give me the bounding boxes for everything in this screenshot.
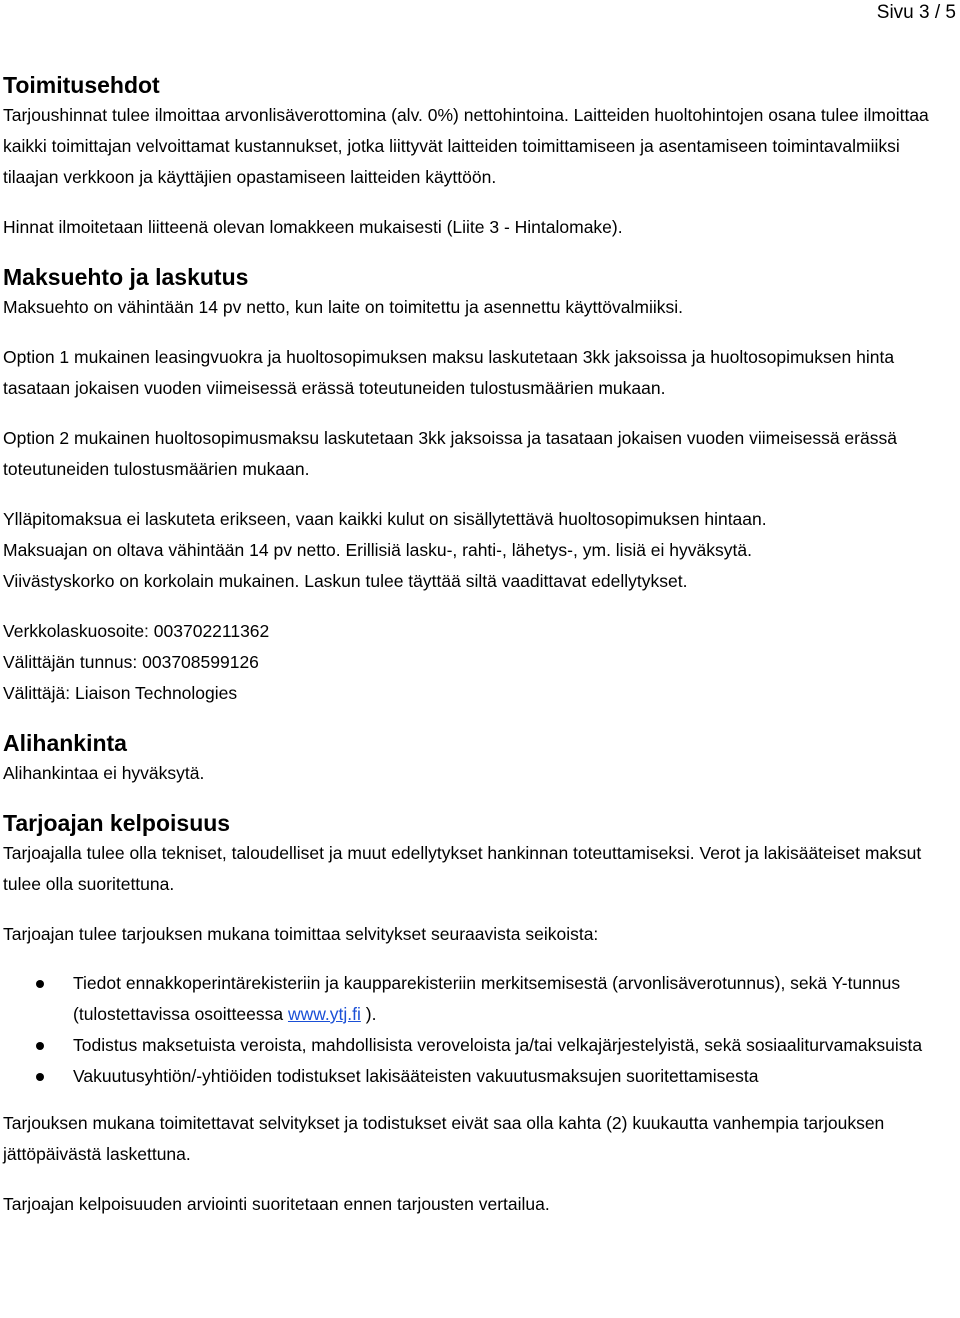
list-item-text: Tiedot ennakkoperintärekisteriin ja kaupparekisteriin merkitsemisestä (arvonlisäverotunnus), sekä Y-tunnus (tulostettavissa osoitteessa	[73, 973, 901, 1024]
heading-kelpoisuus: Tarjoajan kelpoisuus	[3, 810, 231, 836]
einvoice-address: Verkkolaskuosoite: 003702211362	[3, 621, 270, 641]
einvoice-operator: Välittäjä: Liaison Technologies	[3, 683, 238, 703]
paragraph-kelpoisuus-documents: Tarjoajan tulee tarjouksen mukana toimittaa selvitykset seuraavista seikoista:	[3, 924, 599, 944]
heading-toimitusehdot: Toimitusehdot	[3, 72, 160, 98]
section-alihankinta	[3, 728, 957, 789]
paragraph-toimitusehdot-pricing: Tarjoushinnat tulee ilmoittaa arvonlisäverottomina (alv. 0%) nettohintoina. Laitteiden huoltohintojen osana tulee ilmoittaa kaikki toimittajan velvoittamat kustannukset, jotka liittyvät laitteiden toimittamiseen ja asentamiseen toimintavalmiiksi tilaajan verkkoon ja käyttäjien opastamiseen laitteiden käyttöön.	[3, 105, 929, 187]
paragraph-option1: Option 1 mukainen leasingvuokra ja huoltosopimuksen maksu laskutetaan 3kk jaksoissa ja huoltosopimuksen hinta tasataan jokaisen vuoden viimeisessä erässä toteutuneiden tulostusmäärien mukaan.	[3, 347, 895, 398]
heading-maksuehto: Maksuehto ja laskutus	[3, 264, 249, 290]
list-item	[3, 1061, 957, 1092]
bullet-icon	[36, 980, 44, 988]
billing-rule-line: Viivästyskorko on korkolain mukainen. Laskun tulee täyttää siltä vaadittavat edellytykset.	[3, 571, 688, 591]
paragraph-option2: Option 2 mukainen huoltosopimusmaksu laskutetaan 3kk jaksoissa ja tasataan jokaisen vuoden viimeisessä erässä toteutuneiden tulostusmäärien mukaan.	[3, 428, 897, 479]
document-body	[3, 70, 957, 1220]
einvoice-details	[3, 616, 957, 709]
list-item-text-end: ).	[360, 1004, 377, 1024]
paragraph-alihankinta: Alihankintaa ei hyväksytä.	[3, 763, 205, 783]
paragraph-maksuehto-terms: Maksuehto on vähintään 14 pv netto, kun laite on toimitettu ja asennettu käyttövalmiiksi.	[3, 297, 683, 317]
section-kelpoisuus	[3, 808, 957, 1220]
paragraph-evaluation: Tarjoajan kelpoisuuden arviointi suoritetaan ennen tarjousten vertailua.	[3, 1194, 550, 1214]
bullet-icon	[36, 1042, 44, 1050]
section-toimitusehdot	[3, 70, 957, 243]
section-maksuehto	[3, 262, 957, 709]
list-item-text: Vakuutusyhtiön/-yhtiöiden todistukset lakisääteisten vakuutusmaksujen suoritettamisesta	[73, 1066, 759, 1086]
billing-rule-line: Maksuajan on oltava vähintään 14 pv netto. Erillisiä lasku-, rahti-, lähetys-, ym. lisiä ei hyväksytä.	[3, 540, 752, 560]
paragraph-toimitusehdot-form: Hinnat ilmoitetaan liitteenä olevan lomakkeen mukaisesti (Liite 3 - Hintalomake).	[3, 217, 623, 237]
paragraph-kelpoisuus-requirements: Tarjoajalla tulee olla tekniset, taloudelliset ja muut edellytykset hankinnan toteuttamiseksi. Verot ja lakisääteiset maksut tulee olla suoritettuna.	[3, 843, 922, 894]
requirements-list	[3, 968, 957, 1092]
list-item	[3, 968, 957, 1030]
heading-alihankinta: Alihankinta	[3, 730, 127, 756]
list-item-text: Todistus maksetuista veroista, mahdollisista veroveloista ja/tai velkajärjestelyistä, sekä sosiaaliturvamaksuista	[73, 1035, 923, 1055]
einvoice-operator-id: Välittäjän tunnus: 003708599126	[3, 652, 259, 672]
paragraph-billing-rules	[3, 504, 957, 597]
ytj-link[interactable]: www.ytj.fi	[287, 1004, 361, 1024]
paragraph-document-validity: Tarjouksen mukana toimitettavat selvitykset ja todistukset eivät saa olla kahta (2) kuukautta vanhempia tarjouksen jättöpäivästä laskettuna.	[3, 1113, 885, 1164]
billing-rule-line: Ylläpitomaksua ei laskuteta erikseen, vaan kaikki kulut on sisällytettävä huoltosopimuksen hintaan.	[3, 509, 767, 529]
bullet-icon	[36, 1073, 44, 1081]
page-number: Sivu 3 / 5	[876, 2, 956, 23]
list-item	[3, 1030, 957, 1061]
